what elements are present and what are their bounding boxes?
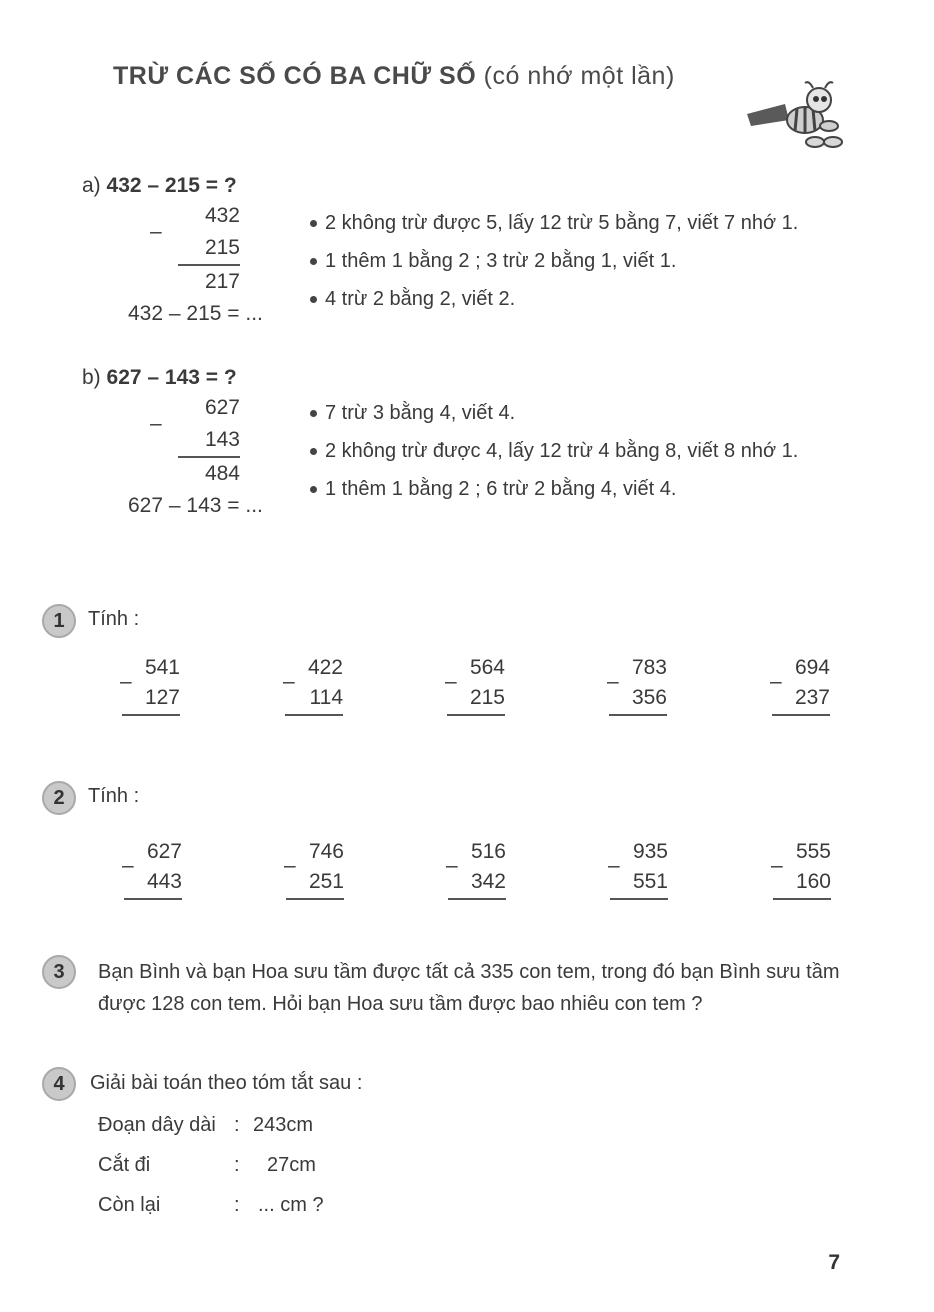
summary-sep: : [234,1194,240,1216]
sum-line [178,264,240,266]
exercise-2-problem [446,840,506,896]
problem-top: 422 [307,656,343,679]
minus-sign: – [150,220,162,243]
sum-line [178,456,240,458]
sum-line [773,898,831,900]
example-a-step: 1 thêm 1 bằng 2 ; 3 trừ 2 bằng 1, viết 1. [310,250,676,273]
example-b-column [150,396,240,486]
sum-line [285,714,343,716]
summary-key: Đoạn dây dài [98,1114,216,1136]
page-title [113,62,675,91]
minus-sign: – [283,670,295,693]
example-b-step: 2 không trừ được 4, lấy 12 trừ 4 bằng 8, viết 8 nhớ 1. [310,440,798,463]
summary-value: 27cm [267,1154,316,1176]
exercise-2-problem [771,840,831,896]
minus-sign: – [445,670,457,693]
exercise-2-badge: 2 [42,781,76,815]
problem-top: 516 [470,840,506,863]
problem-bottom: 114 [309,686,343,709]
example-a-bottom: 215 [204,236,240,259]
problem-top: 627 [146,840,182,863]
problem-bottom: 443 [146,870,182,893]
example-b-prefix: b) [82,366,101,389]
page-number: 7 [828,1251,840,1274]
minus-sign: – [446,854,458,877]
summary-value: 243cm [253,1114,314,1136]
bee-icon [745,80,845,152]
exercise-1-problem [283,656,343,712]
minus-sign: – [284,854,296,877]
example-a-step: 2 không trừ được 5, lấy 12 trừ 5 bằng 7, viết 7 nhớ 1. [310,212,798,235]
sum-line [610,898,668,900]
exercise-4-label: Giải bài toán theo tóm tắt sau : [90,1072,363,1094]
example-b-bottom: 143 [204,428,240,451]
problem-bottom: 215 [469,686,505,709]
sum-line [448,898,506,900]
problem-top: 746 [308,840,344,863]
problem-top: 783 [631,656,667,679]
title-sub: (có nhớ một lần) [483,62,675,90]
example-b-expression: 627 – 143 = ? [106,366,237,389]
summary-key: Còn lại [98,1194,161,1216]
example-b-equation: 627 – 143 = ... [128,494,263,517]
minus-sign: – [150,412,162,435]
exercise-2-problem [608,840,668,896]
exercise-1-badge: 1 [42,604,76,638]
sum-line [124,898,182,900]
sum-line [772,714,830,716]
example-b-step: 1 thêm 1 bằng 2 ; 6 trừ 2 bằng 4, viết 4. [310,478,676,501]
minus-sign: – [122,854,134,877]
summary-key: Cắt đi [98,1154,151,1176]
example-a-top: 432 [204,204,240,227]
exercise-1-label: Tính : [88,608,140,630]
example-b-step: 7 trừ 3 bằng 4, viết 4. [310,402,515,425]
exercise-2-label: Tính : [88,785,140,807]
problem-top: 564 [469,656,505,679]
title-main: TRỪ CÁC SỐ CÓ BA CHỮ SỐ [113,62,477,90]
minus-sign: – [607,670,619,693]
exercise-3-badge: 3 [42,955,76,989]
problem-top: 694 [794,656,830,679]
problem-bottom: 160 [795,870,831,893]
problem-top: 555 [795,840,831,863]
exercise-1-problem [445,656,505,712]
minus-sign: – [608,854,620,877]
problem-bottom: 251 [308,870,344,893]
exercise-4-badge: 4 [42,1067,76,1101]
summary-sep: : [234,1154,240,1176]
problem-top: 541 [144,656,180,679]
sum-line [447,714,505,716]
example-a-result: 217 [204,270,240,293]
example-a-column [150,204,240,294]
exercise-1-problem [607,656,667,712]
example-a-equation: 432 – 215 = ... [128,302,263,325]
example-a-heading [82,174,237,198]
minus-sign: – [771,854,783,877]
exercise-1-problem [120,656,180,712]
exercise-1-problem [770,656,830,712]
sum-line [609,714,667,716]
sum-line [122,714,180,716]
exercise-3-text: Bạn Bình và bạn Hoa sưu tầm được tất cả 335 con tem, trong đó bạn Bình sưu tầm được 128 con tem. Hỏi bạn Hoa sưu tầm được bao nhiêu con tem ? [98,961,840,1015]
problem-bottom: 342 [470,870,506,893]
example-b-top: 627 [204,396,240,419]
problem-bottom: 237 [794,686,830,709]
exercise-2-problem [122,840,182,896]
summary-sep: : [234,1114,240,1136]
example-a-step: 4 trừ 2 bằng 2, viết 2. [310,288,515,311]
example-b-result: 484 [204,462,240,485]
minus-sign: – [770,670,782,693]
summary-value: ... cm ? [258,1194,324,1216]
exercise-2-problem [284,840,344,896]
problem-bottom: 356 [631,686,667,709]
problem-bottom: 127 [144,686,180,709]
example-b-heading [82,366,237,390]
problem-bottom: 551 [632,870,668,893]
minus-sign: – [120,670,132,693]
problem-top: 935 [632,840,668,863]
example-a-prefix: a) [82,174,101,197]
example-a-expression: 432 – 215 = ? [106,174,237,197]
sum-line [286,898,344,900]
